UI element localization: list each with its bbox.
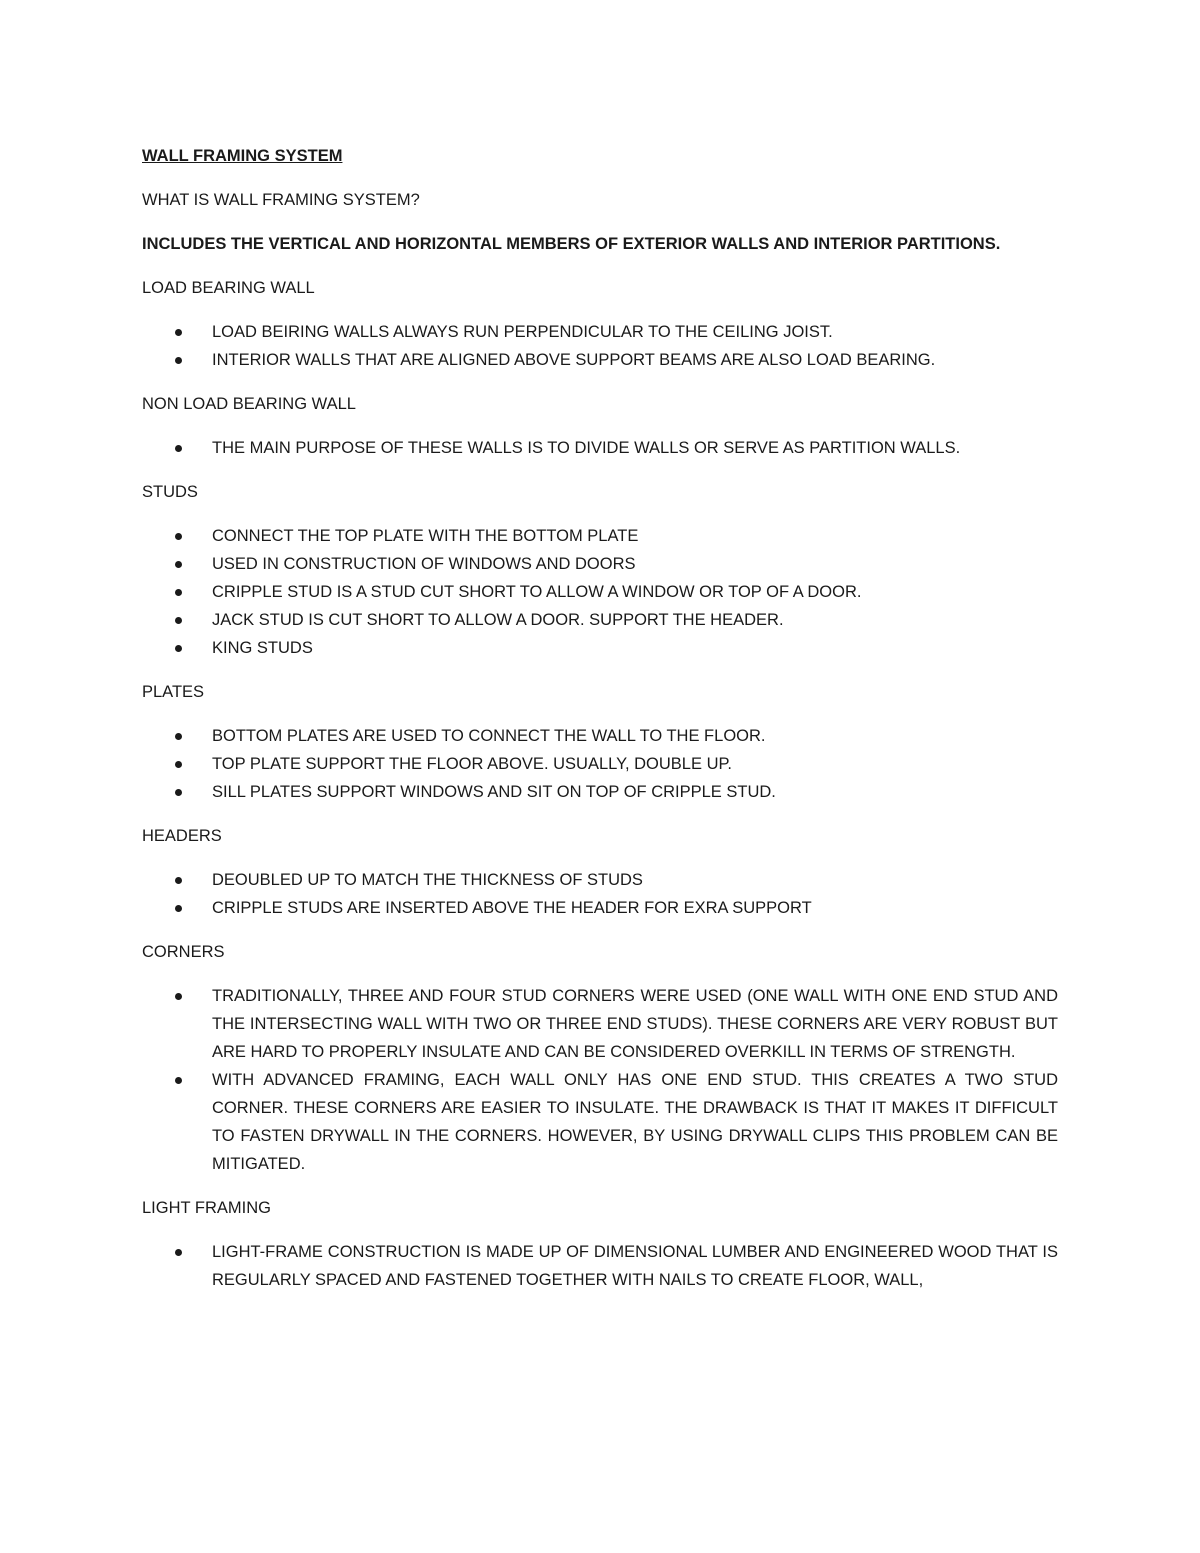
list-item (142, 318, 1058, 346)
section-heading: NON LOAD BEARING WALL (142, 395, 356, 413)
bullet-icon (175, 877, 182, 884)
list-item-text: JACK STUD IS CUT SHORT TO ALLOW A DOOR. SUPPORT THE HEADER. (212, 611, 784, 629)
section-heading: LIGHT FRAMING (142, 1199, 271, 1217)
bullet-icon (175, 1249, 182, 1256)
bullet-icon (175, 617, 182, 624)
list-item (142, 1238, 1058, 1294)
section-non-load-bearing-wall (142, 390, 1058, 462)
list-item (142, 550, 1058, 578)
list-item-text: THE MAIN PURPOSE OF THESE WALLS IS TO DIVIDE WALLS OR SERVE AS PARTITION WALLS. (212, 439, 961, 457)
list-item-text: CRIPPLE STUDS ARE INSERTED ABOVE THE HEADER FOR EXRA SUPPORT (212, 899, 812, 917)
list-item-text: CONNECT THE TOP PLATE WITH THE BOTTOM PLATE (212, 527, 639, 545)
list-item (142, 578, 1058, 606)
list-item-text: SILL PLATES SUPPORT WINDOWS AND SIT ON TOP OF CRIPPLE STUD. (212, 783, 776, 801)
list-item (142, 606, 1058, 634)
list-item (142, 750, 1058, 778)
list-item (142, 778, 1058, 806)
bullet-icon (175, 789, 182, 796)
list-item (142, 894, 1058, 922)
section-headers (142, 822, 1058, 922)
list-item (142, 522, 1058, 550)
section-corners (142, 938, 1058, 1178)
bullet-icon (175, 589, 182, 596)
bullet-icon (175, 1077, 182, 1084)
list-item-text: LIGHT-FRAME CONSTRUCTION IS MADE UP OF DIMENSIONAL LUMBER AND ENGINEERED WOOD THAT IS REGULARLY SPACED AND FASTENED TOGETHER WITH NAILS TO CREATE FLOOR, WALL, (212, 1243, 1058, 1289)
list-item (142, 866, 1058, 894)
list-item-text: CRIPPLE STUD IS A STUD CUT SHORT TO ALLOW A WINDOW OR TOP OF A DOOR. (212, 583, 862, 601)
list-item-text: KING STUDS (212, 639, 313, 657)
list-item-text: WITH ADVANCED FRAMING, EACH WALL ONLY HAS ONE END STUD. THIS CREATES A TWO STUD CORNER. THESE CORNERS ARE EASIER TO INSULATE. THE DRAWBACK IS THAT IT MAKES IT DIFFICULT TO FASTEN DRYWALL IN THE CORNERS. HOWEVER, BY USING DRYWALL CLIPS THIS PROBLEM CAN BE MITIGATED. (212, 1071, 1058, 1173)
list-item (142, 634, 1058, 662)
bullet-icon (175, 761, 182, 768)
list-item (142, 982, 1058, 1066)
section-heading: HEADERS (142, 827, 222, 845)
bullet-icon (175, 445, 182, 452)
bullet-icon (175, 561, 182, 568)
section-light-framing (142, 1194, 1058, 1294)
bullet-icon (175, 733, 182, 740)
bullet-icon (175, 993, 182, 1000)
bullet-list (142, 1238, 1058, 1294)
bullet-list (142, 722, 1058, 806)
document-title: WALL FRAMING SYSTEM (142, 147, 343, 165)
document-question: WHAT IS WALL FRAMING SYSTEM? (142, 191, 420, 209)
section-heading: CORNERS (142, 943, 225, 961)
bullet-icon (175, 357, 182, 364)
list-item-text: INTERIOR WALLS THAT ARE ALIGNED ABOVE SUPPORT BEAMS ARE ALSO LOAD BEARING. (212, 351, 936, 369)
bullet-list (142, 866, 1058, 922)
bullet-icon (175, 329, 182, 336)
document-intro: INCLUDES THE VERTICAL AND HORIZONTAL MEMBERS OF EXTERIOR WALLS AND INTERIOR PARTITIONS. (142, 235, 1001, 253)
section-heading: LOAD BEARING WALL (142, 279, 315, 297)
section-load-bearing-wall (142, 274, 1058, 374)
list-item (142, 722, 1058, 750)
section-heading: STUDS (142, 483, 198, 501)
bullet-list (142, 434, 1058, 462)
list-item-text: USED IN CONSTRUCTION OF WINDOWS AND DOORS (212, 555, 636, 573)
bullet-icon (175, 533, 182, 540)
list-item-text: LOAD BEIRING WALLS ALWAYS RUN PERPENDICULAR TO THE CEILING JOIST. (212, 323, 833, 341)
list-item (142, 434, 1058, 462)
section-heading: PLATES (142, 683, 205, 701)
bullet-list (142, 982, 1058, 1178)
list-item-text: TRADITIONALLY, THREE AND FOUR STUD CORNERS WERE USED (ONE WALL WITH ONE END STUD AND THE INTERSECTING WALL WITH TWO OR THREE END STUDS). THESE CORNERS ARE VERY ROBUST BUT ARE HARD TO PROPERLY INSULATE AND CAN BE CONSIDERED OVERKILL IN TERMS OF STRENGTH. (212, 987, 1058, 1061)
section-plates (142, 678, 1058, 806)
list-item-text: BOTTOM PLATES ARE USED TO CONNECT THE WALL TO THE FLOOR. (212, 727, 766, 745)
bullet-icon (175, 645, 182, 652)
bullet-list (142, 318, 1058, 374)
list-item (142, 1066, 1058, 1178)
list-item (142, 346, 1058, 374)
bullet-list (142, 522, 1058, 662)
document-page (142, 142, 1058, 1310)
list-item-text: TOP PLATE SUPPORT THE FLOOR ABOVE. USUALLY, DOUBLE UP. (212, 755, 732, 773)
section-studs (142, 478, 1058, 662)
bullet-icon (175, 905, 182, 912)
list-item-text: DEOUBLED UP TO MATCH THE THICKNESS OF STUDS (212, 871, 643, 889)
